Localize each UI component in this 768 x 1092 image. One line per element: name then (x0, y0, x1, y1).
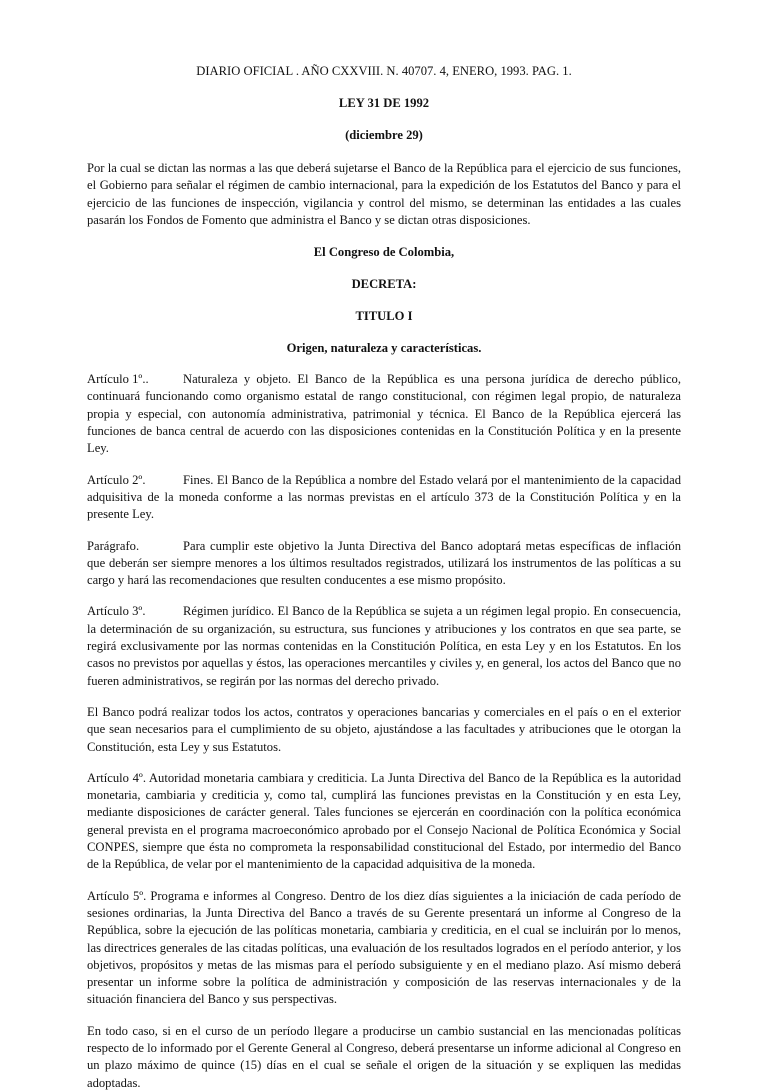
article-5: Artículo 5º. Programa e informes al Congreso. Dentro de los diez días siguientes a la iniciación de cada período de sesiones ordinarias, la Junta Directiva del Banco a través de su Gerente presentará un informe al Congreso de la República, sobre la ejecución de las políticas monetaria, cambiaria y crediticia, en el cual se incluirán por lo menos, las directrices generales de las citadas políticas, una evaluación de los resultados logrados en el período anterior, y los objetivos, propósitos y metas de las mismas para el período subsiguiente y en el mediano plazo. Así mismo deberá presentar un informe sobre la política de administración y composición de las reservas internacionales y de la situación financiera del Banco y sus perspectivas. (87, 888, 681, 1007)
article-2-text: Fines. El Banco de la República a nombre del Estado velará por el mantenimiento de la capacidad adquisitiva de la moneda conforme a las normas previstas en el artículo 373 de la Constitución Política y en la presente Ley. (87, 472, 681, 522)
article-2 (87, 472, 681, 524)
titulo-subtitle: Origen, naturaleza y características. (286, 341, 482, 356)
congress-heading: El Congreso de Colombia, (313, 245, 455, 260)
law-date: (diciembre 29) (345, 128, 423, 142)
article-1-label: Artículo 1º.. (87, 372, 149, 387)
paragrafo-label: Parágrafo. (87, 538, 140, 553)
article-1 (87, 371, 681, 457)
preamble: Por la cual se dictan las normas a las que deberá sujetarse el Banco de la República para el ejercicio de sus funciones, el Gobierno para señalar el régimen de cambio internacional, para la expedición de los Estatutos del Banco y para el ejercicio de las funciones de inspección, vigilancia y control del mismo, se determinan las entidades a las cuales pasarán los Fondos de Fomento que administra el Banco y se dictan otras disposiciones. (87, 161, 681, 227)
article-2-label: Artículo 2º. (87, 472, 146, 487)
law-title: LEY 31 DE 1992 (338, 96, 430, 110)
paragrafo (87, 538, 681, 590)
article-5-paragraph-2: En todo caso, si en el curso de un período llegare a producirse un cambio sustancial en las mencionadas políticas respecto de lo informado por el Gerente General al Congreso, deberá presentarse un informe adicional al Congreso en un plazo máximo de quince (15) días en el cual se señale el origen de la situación y se expliquen las medidas adoptadas. (87, 1023, 681, 1090)
article-4: Artículo 4º. Autoridad monetaria cambiara y crediticia. La Junta Directiva del Banco de la República es la autoridad monetaria, cambiaria y crediticia y, como tal, cumplirá las funciones previstas en la Constitución y en esta Ley, mediante disposiciones de carácter general. Tales funciones se ejercerán en coordinación con la política económica general prevista en el programa macroeconómico aprobado por el Consejo Nacional de Política Económica y Social CONPES, siempre que ésta no comprometa la responsabilidad constitucional del Estado, por intermedio del Banco de la República, de velar por el mantenimiento de la capacidad adquisitiva de la moneda. (87, 770, 681, 872)
paragrafo-text: Para cumplir este objetivo la Junta Directiva del Banco adoptará metas específicas de inflación que deberán ser siempre menores a los últimos resultados registrados, utilizará los instrumentos de las políticas a su cargo y hará las recomendaciones que resulten conducentes a ese mismo propósito. (87, 538, 681, 588)
article-3-paragraph-2: El Banco podrá realizar todos los actos, contratos y operaciones bancarias y comerciales en el país o en el exterior que sean necesarios para el cumplimiento de su objeto, ajustándose a las facultades y atribuciones que le otorgan la Constitución, esta Ley y sus Estatutos. (87, 704, 681, 754)
titulo-heading: TITULO I (355, 309, 413, 324)
article-3 (87, 603, 681, 689)
decreta-heading: DECRETA: (351, 277, 417, 292)
article-3-label: Artículo 3º. (87, 604, 146, 619)
gazette-header: DIARIO OFICIAL . AÑO CXXVIII. N. 40707. 4, ENERO, 1993. PAG. 1. (196, 64, 572, 78)
article-3-text: Régimen jurídico. El Banco de la República se sujeta a un régimen legal propio. En consecuencia, la determinación de su organización, su estructura, sus funciones y atribuciones y los contratos en que sea parte, se regirá exclusivamente por las normas contenidas en la Constitución Política, en esta Ley y en los Estatutos. En los casos no previstos por aquellas y éstos, las operaciones mercantiles y civiles y, en general, los actos del Banco que no fueren administrativos, se regirán por las normas del derecho privado. (87, 604, 681, 688)
article-1-text: Naturaleza y objeto. El Banco de la República es una persona jurídica de derecho público, continuará funcionando como organismo estatal de rango constitucional, con régimen legal propio, de naturaleza propia y especial, con autonomía administrativa, patrimonial y técnica. El Banco de la República ejercerá las funciones de banca central de acuerdo con las disposiciones contenidas en la Constitución Política y en la presente Ley. (87, 372, 681, 456)
